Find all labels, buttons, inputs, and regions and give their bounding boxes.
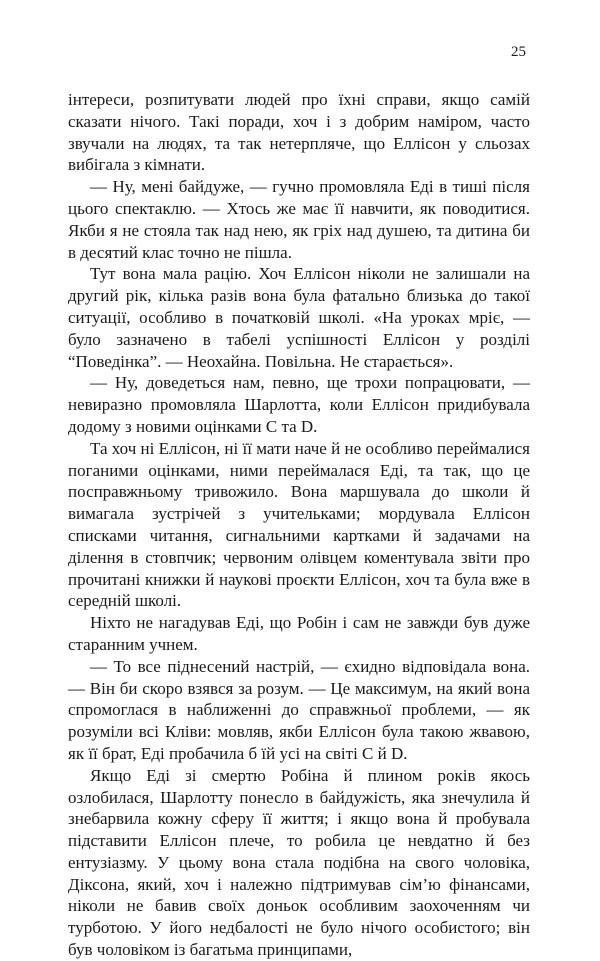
paragraph: Якщо Еді зі смертю Робіна й плином років якось озлобилася, Шарлотту понесло в байдужість, яка знечулила й знебарвила кожну сферу її життя; і якщо вона й пробувала підставити Еллісон плече, то робила це невдатно й без ентузіазму. У цьому вона стала подібна на свого чоловіка, Діксона, який, хоч і належно підтримував сім’ю фінансами, ніколи не бавив своїх доньок особливим заохоченням чи турботою. У його недбалості не було нічого особистого; він був чоловіком із багатьма принципами, <box>68 765 530 960</box>
page-text <box>68 89 530 961</box>
paragraph: — Ну, доведеться нам, певно, ще трохи попрацювати, — невиразно промовляла Шарлотта, коли Еллісон придибувала додому з новими оцінками C та D. <box>68 373 530 436</box>
paragraph: Та хоч ні Еллісон, ні її мати наче й не особливо переймалися поганими оцінками, ними переймалася Еді, та так, що це посправжньому тривожило. Вона маршувала до школи й вимагала зустрічей з учительками; мордувала Еллісон списками читання, сигнальними картками й задачами на ділення в стовпчик; червоним олівцем коментувала звіти про прочитані книжки й наукові проєкти Еллісон, хоч та була вже в середній школі. <box>68 438 530 611</box>
paragraph: — Ну, мені байдуже, — гучно промовляла Еді в тиші після цього спектаклю. — Хтось же має її навчити, як поводитися. Якби я не стояла так над нею, як гріх над душею, та дитина би в десятий клас точно не пішла. <box>68 177 530 262</box>
paragraph: — То все піднесений настрій, — єхидно відповідала вона. — Він би скоро взявся за розум. — Це максимум, на який вона спромоглася в наближенні до справжньої проблеми, — як розуміли всі Кліви: мовляв, якби Еллісон була такою жвавою, як її брат, Еді пробачила б їй усі на світі C й D. <box>68 656 530 763</box>
paragraph: інтереси, розпитувати людей про їхні справи, якщо самій сказати нічого. Такі поради, хоч і з добрим наміром, часто звучали на людях, та так нетерпляче, що Еллісон у сльозах вибігала з кімнати. <box>68 90 530 175</box>
page-number: 25 <box>511 44 526 60</box>
paragraph: Тут вона мала рацію. Хоч Еллісон ніколи не залишали на другий рік, кілька разів вона була фатально близька до такої ситуації, особливо в початковій школі. «На уроках мріє, — було зазначено в табелі успішності Еллісон у розділі “Поведінка”. — Неохайна. Повільна. Не старається». <box>68 264 530 371</box>
paragraph: Ніхто не нагадував Еді, що Робін і сам не завжди був дуже старанним учнем. <box>68 613 530 654</box>
